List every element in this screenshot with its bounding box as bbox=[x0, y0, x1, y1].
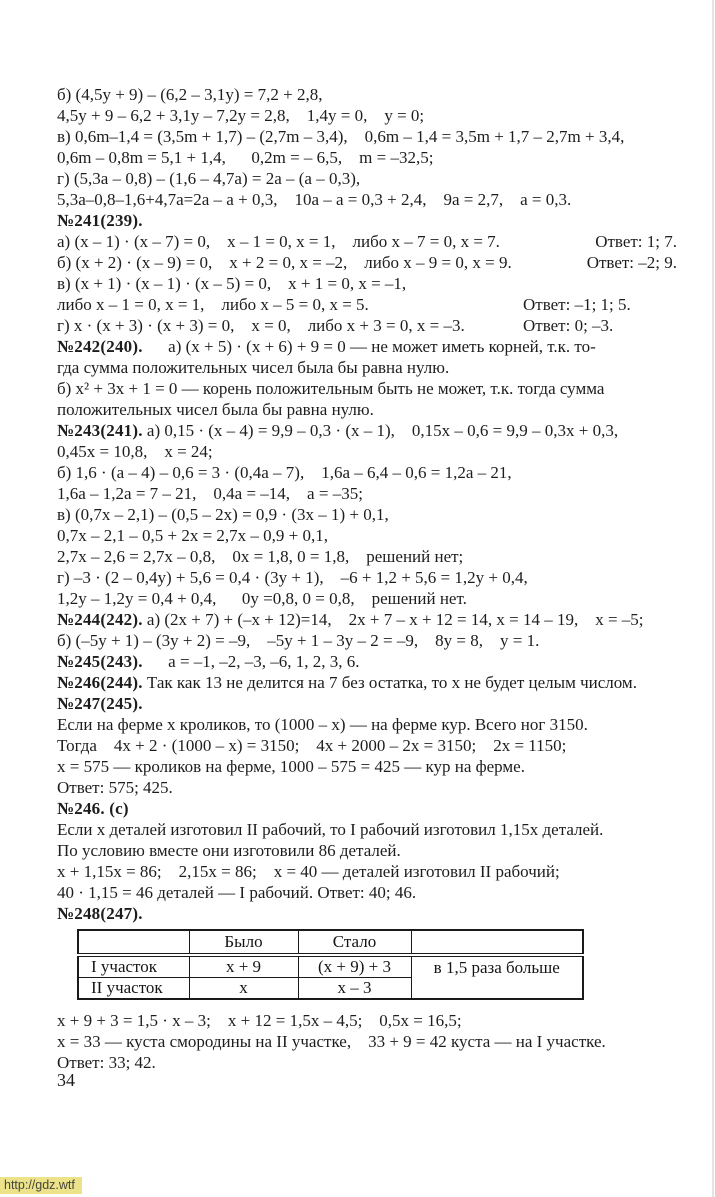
solution-text: а) (2x + 7) + (–x + 12)=14, 2x + 7 – x + 12 = 14, x = 14 – 19, x = –5; bbox=[142, 610, 644, 629]
solution-line bbox=[57, 231, 677, 252]
solution-line: г) (5,3a – 0,8) – (1,6 – 4,7a) = 2a – (a – 0,3), bbox=[57, 169, 361, 188]
solution-line: г) –3 · (2 – 0,4y) + 5,6 = 0,4 · (3y + 1), –6 + 1,2 + 5,6 = 1,2y + 0,4, bbox=[57, 568, 528, 587]
problem-heading-242 bbox=[57, 336, 677, 357]
solution-line: б) (–5y + 1) – (3y + 2) = –9, –5y + 1 – 3y – 2 = –9, 8y = 8, y = 1. bbox=[57, 631, 540, 650]
table-header-row bbox=[78, 930, 583, 955]
solutions-page-text bbox=[57, 84, 677, 1073]
solution-line: x = 575 — кроликов на ферме, 1000 – 575 = 425 — кур на ферме. bbox=[57, 757, 525, 776]
answer-text: Ответ: 1; 7. bbox=[595, 232, 677, 251]
solution-line: 40 · 1,15 = 46 деталей — I рабочий. Ответ: 40; 46. bbox=[57, 883, 417, 902]
solution-line: Ответ: 575; 425. bbox=[57, 778, 173, 797]
table-header-note bbox=[411, 930, 583, 955]
solution-line: 2,7x – 2,6 = 2,7x – 0,8, 0x = 1,8, 0 = 1,8, решений нет; bbox=[57, 547, 464, 566]
problem-number: №243(241). bbox=[57, 421, 143, 440]
solution-line bbox=[57, 315, 677, 336]
solution-line: б) x² + 3x + 1 = 0 — корень положительным быть не может, т.к. тогда сумма bbox=[57, 379, 605, 398]
problem-heading-247 bbox=[57, 693, 677, 714]
solution-text: а) (x – 1) · (x – 7) = 0, x – 1 = 0, x = 1, либо x – 7 = 0, x = 7. bbox=[57, 232, 500, 251]
table-cell-was: x + 9 bbox=[189, 955, 298, 978]
problem-number: №241(239). bbox=[57, 211, 143, 230]
solution-line: 4,5y + 9 – 6,2 + 3,1y – 7,2y = 2,8, 1,4y = 0, y = 0; bbox=[57, 106, 425, 125]
table-header-became: Стало bbox=[298, 930, 411, 955]
problem-number: №248(247). bbox=[57, 904, 143, 923]
problem-number: №245(243). bbox=[57, 652, 143, 671]
table-cell-row-label: I участок bbox=[78, 955, 189, 978]
table-cell-became: x – 3 bbox=[298, 978, 411, 1000]
answer-text: Ответ: 0; –3. bbox=[523, 316, 614, 335]
solution-line: По условию вместе они изготовили 86 деталей. bbox=[57, 841, 401, 860]
solution-line: 0,45x = 10,8, x = 24; bbox=[57, 442, 213, 461]
solution-line bbox=[57, 252, 677, 273]
problem-248-table-wrap bbox=[77, 929, 677, 1000]
solution-line: 0,6m – 0,8m = 5,1 + 1,4, 0,2m = – 6,5, m = –32,5; bbox=[57, 148, 434, 167]
problem-heading-244 bbox=[57, 609, 677, 630]
table-cell-note: в 1,5 раза больше bbox=[411, 955, 583, 999]
solution-line: 1,6a – 1,2a = 7 – 21, 0,4a = –14, a = –35; bbox=[57, 484, 363, 503]
solution-line: 5,3a–0,8–1,6+4,7a=2a – a + 0,3, 10a – a = 0,3 + 2,4, 9a = 2,7, a = 0,3. bbox=[57, 190, 572, 209]
solution-line bbox=[57, 294, 677, 315]
solution-line: б) 1,6 · (a – 4) – 0,6 = 3 · (0,4a – 7), 1,6a – 6,4 – 0,6 = 1,2a – 21, bbox=[57, 463, 512, 482]
table-cell-was: x bbox=[189, 978, 298, 1000]
watermark-url: http://gdz.wtf bbox=[0, 1177, 82, 1194]
answer-text: Ответ: –2; 9. bbox=[586, 253, 677, 272]
problem-number: №246(244). bbox=[57, 673, 143, 692]
solution-text: а) 0,15 · (x – 4) = 9,9 – 0,3 · (x – 1), 0,15x – 0,6 = 9,9 – 0,3x + 0,3, bbox=[142, 421, 619, 440]
solution-line: x + 1,15x = 86; 2,15x = 86; x = 40 — деталей изготовил II рабочий; bbox=[57, 862, 560, 881]
solution-text: г) x · (x + 3) · (x + 3) = 0, x = 0, либо x + 3 = 0, x = –3. bbox=[57, 316, 465, 335]
solution-line: в) (0,7x – 2,1) – (0,5 – 2x) = 0,9 · (3x – 1) + 0,1, bbox=[57, 505, 389, 524]
solution-line: 0,7x – 2,1 – 0,5 + 2x = 2,7x – 0,9 + 0,1, bbox=[57, 526, 329, 545]
solution-line: положительных чисел была бы равна нулю. bbox=[57, 400, 374, 419]
problem-number: №246. (с) bbox=[57, 799, 129, 818]
solution-line: Если на ферме x кроликов, то (1000 – x) — на ферме кур. Всего ног 3150. bbox=[57, 715, 588, 734]
table-cell-became: (x + 9) + 3 bbox=[298, 955, 411, 978]
solution-text: Так как 13 не делится на 7 без остатка, то x не будет целым числом. bbox=[142, 673, 637, 692]
answer-text: Ответ: –1; 1; 5. bbox=[523, 295, 631, 314]
solution-line: x = 33 — куста смородины на II участке, 33 + 9 = 42 куста — на I участке. bbox=[57, 1032, 606, 1051]
table-header-empty bbox=[78, 930, 189, 955]
problem-heading-245 bbox=[57, 651, 677, 672]
solution-line: Ответ: 33; 42. bbox=[57, 1053, 156, 1072]
problem-number: №244(242). bbox=[57, 610, 143, 629]
problem-heading-246 bbox=[57, 672, 677, 693]
table-row bbox=[78, 955, 583, 978]
solution-line: x + 9 + 3 = 1,5 · x – 3; x + 12 = 1,5x – 4,5; 0,5x = 16,5; bbox=[57, 1011, 462, 1030]
problem-heading-246c bbox=[57, 798, 677, 819]
solution-line: 1,2y – 1,2y = 0,4 + 0,4, 0y =0,8, 0 = 0,8, решений нет. bbox=[57, 589, 467, 608]
problem-heading-248 bbox=[57, 903, 677, 924]
solution-line: Тогда 4x + 2 · (1000 – x) = 3150; 4x + 2000 – 2x = 3150; 2x = 1150; bbox=[57, 736, 567, 755]
solution-line: гда сумма положительных чисел была бы равна нулю. bbox=[57, 358, 450, 377]
problem-number: №247(245). bbox=[57, 694, 143, 713]
solution-line: в) (x + 1) · (x – 1) · (x – 5) = 0, x + 1 = 0, x = –1, bbox=[57, 274, 407, 293]
solution-text: б) (x + 2) · (x – 9) = 0, x + 2 = 0, x = –2, либо x – 9 = 0, x = 9. bbox=[57, 253, 512, 272]
problem-heading-243 bbox=[57, 420, 677, 441]
solution-text: либо x – 1 = 0, x = 1, либо x – 5 = 0, x = 5. bbox=[57, 295, 369, 314]
problem-heading-241 bbox=[57, 210, 677, 231]
solution-line: в) 0,6m–1,4 = (3,5m + 1,7) – (2,7m – 3,4), 0,6m – 1,4 = 3,5m + 1,7 – 2,7m + 3,4, bbox=[57, 127, 625, 146]
table-cell-row-label: II участок bbox=[78, 978, 189, 1000]
problem-number: №242(240). bbox=[57, 337, 143, 356]
problem-248-table bbox=[77, 929, 584, 1000]
page-number: 34 bbox=[57, 1070, 75, 1090]
solution-line: б) (4,5y + 9) – (6,2 – 3,1y) = 7,2 + 2,8, bbox=[57, 85, 323, 104]
scan-edge-artifact bbox=[712, 0, 714, 1197]
solution-text: a = –1, –2, –3, –6, 1, 2, 3, 6. bbox=[142, 652, 360, 671]
table-header-was: Было bbox=[189, 930, 298, 955]
solution-text: а) (x + 5) · (x + 6) + 9 = 0 — не может иметь корней, т.к. то- bbox=[142, 337, 596, 356]
solution-line: Если x деталей изготовил II рабочий, то I рабочий изготовил 1,15x деталей. bbox=[57, 820, 604, 839]
